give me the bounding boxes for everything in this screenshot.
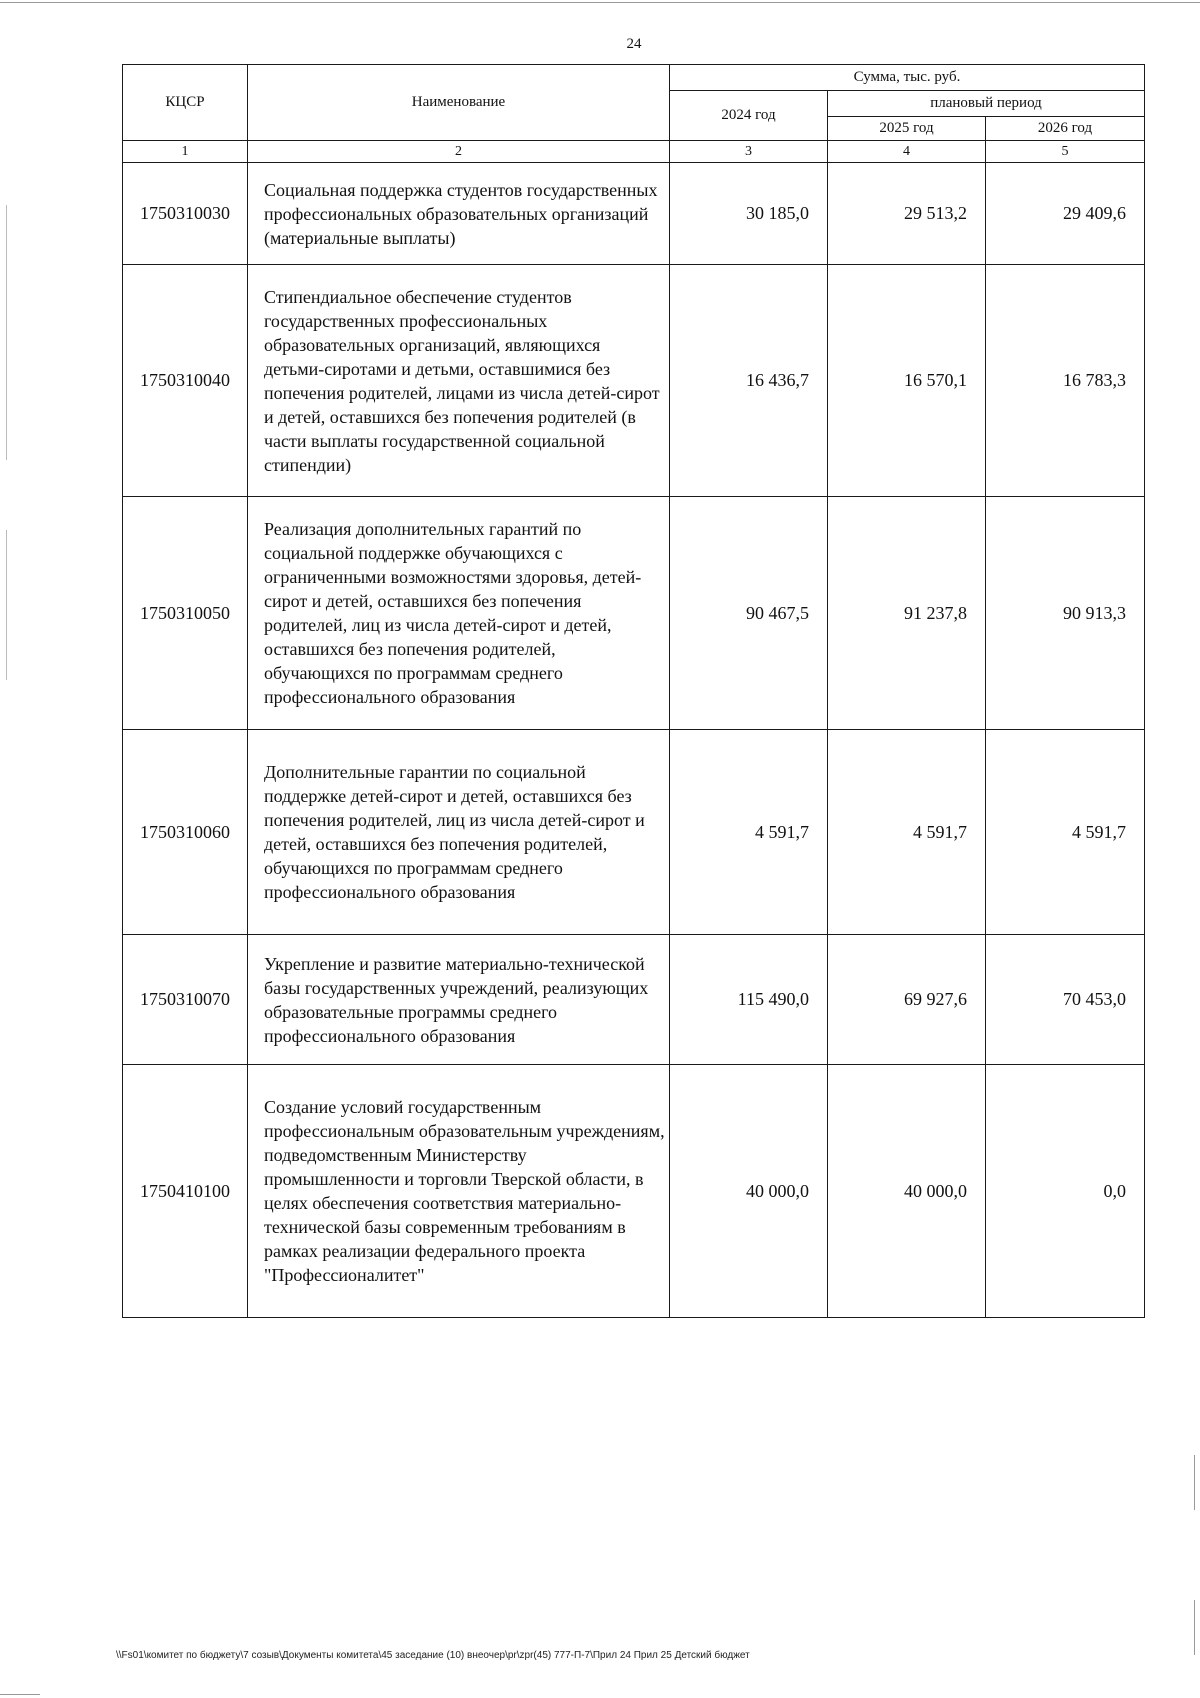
scan-edge-line [0, 1694, 40, 1695]
header-name: Наименование [248, 65, 670, 141]
row-amount-2025: 91 237,8 [828, 497, 986, 730]
row-amount-2026: 16 783,3 [986, 265, 1145, 497]
scan-edge-line [0, 2, 1200, 3]
table-header [123, 65, 1145, 163]
page-number: 24 [626, 36, 642, 52]
header-year-2025: 2025 год [828, 117, 986, 141]
row-amount-2025: 40 000,0 [828, 1065, 986, 1318]
row-amount-2026: 4 591,7 [986, 730, 1145, 935]
row-code: 1750310040 [123, 265, 248, 497]
row-amount-2025: 16 570,1 [828, 265, 986, 497]
row-name: Дополнительные гарантии по социальной поддержке детей-сирот и детей, оставшихся без попечения родителей, лиц из числа детей-сирот и детей, оставшихся без попечения родителей, обучающихся по программам среднего профессионального образования [248, 730, 670, 935]
table-row [123, 497, 1145, 730]
row-code: 1750410100 [123, 1065, 248, 1318]
header-year-2026: 2026 год [986, 117, 1145, 141]
row-amount-2024: 4 591,7 [670, 730, 828, 935]
header-planned-period: плановый период [828, 91, 1145, 117]
table-row [123, 1065, 1145, 1318]
row-amount-2025: 69 927,6 [828, 935, 986, 1065]
column-index: 5 [986, 141, 1145, 163]
table-row [123, 265, 1145, 497]
row-code: 1750310030 [123, 163, 248, 265]
header-sum: Сумма, тыс. руб. [670, 65, 1145, 91]
column-index: 4 [828, 141, 986, 163]
row-code: 1750310050 [123, 497, 248, 730]
row-amount-2024: 40 000,0 [670, 1065, 828, 1318]
row-name: Реализация дополнительных гарантий по социальной поддержке обучающихся с ограниченными возможностями здоровья, детей-сирот и детей, оставшихся без попечения родителей, лиц из числа детей-сирот и детей, оставшихся без попечения родителей, обучающихся по программам среднего профессионального образования [248, 497, 670, 730]
table-row [123, 730, 1145, 935]
row-amount-2026: 29 409,6 [986, 163, 1145, 265]
header-year-2024: 2024 год [670, 91, 828, 141]
row-amount-2026: 70 453,0 [986, 935, 1145, 1065]
column-index: 1 [123, 141, 248, 163]
row-amount-2026: 0,0 [986, 1065, 1145, 1318]
row-amount-2024: 16 436,7 [670, 265, 828, 497]
row-name: Укрепление и развитие материально-технической базы государственных учреждений, реализующих образовательные программы среднего профессионального образования [248, 935, 670, 1065]
scan-edge-line [6, 530, 7, 680]
row-name: Социальная поддержка студентов государственных профессиональных образовательных организаций (материальные выплаты) [248, 163, 670, 265]
table-row [123, 163, 1145, 265]
row-code: 1750310070 [123, 935, 248, 1065]
row-amount-2024: 90 467,5 [670, 497, 828, 730]
table-row [123, 935, 1145, 1065]
row-amount-2025: 4 591,7 [828, 730, 986, 935]
header-code: КЦСР [123, 65, 248, 141]
row-name: Стипендиальное обеспечение студентов государственных профессиональных образовательных организаций, являющихся детьми-сиротами и детьми, оставшимися без попечения родителей, лицами из числа детей-сирот и детей, оставшихся без попечения родителей (в части выплаты государственной социальной стипендии) [248, 265, 670, 497]
scan-edge-line [6, 205, 7, 460]
row-amount-2026: 90 913,3 [986, 497, 1145, 730]
row-code: 1750310060 [123, 730, 248, 935]
row-name: Создание условий государственным профессиональным образовательным учреждениям, подведомственным Министерству промышленности и торговли Тверской области, в целях обеспечения соответствия материально-технической базы современным требованиям в рамках реализации федерального проекта "Профессионалитет" [248, 1065, 670, 1318]
file-path-footer: \\Fs01\комитет по бюджету\7 созыв\Документы комитета\45 заседание (10) внеочер\pr\zpr(45) 777-П-7\Прил 24 Прил 25 Детский бюджет [116, 1650, 750, 1661]
row-amount-2025: 29 513,2 [828, 163, 986, 265]
row-amount-2024: 115 490,0 [670, 935, 828, 1065]
scan-edge-line [1194, 1455, 1195, 1510]
budget-table [122, 64, 1145, 1318]
row-amount-2024: 30 185,0 [670, 163, 828, 265]
column-index: 2 [248, 141, 670, 163]
column-index: 3 [670, 141, 828, 163]
scan-edge-line [1194, 1600, 1195, 1655]
